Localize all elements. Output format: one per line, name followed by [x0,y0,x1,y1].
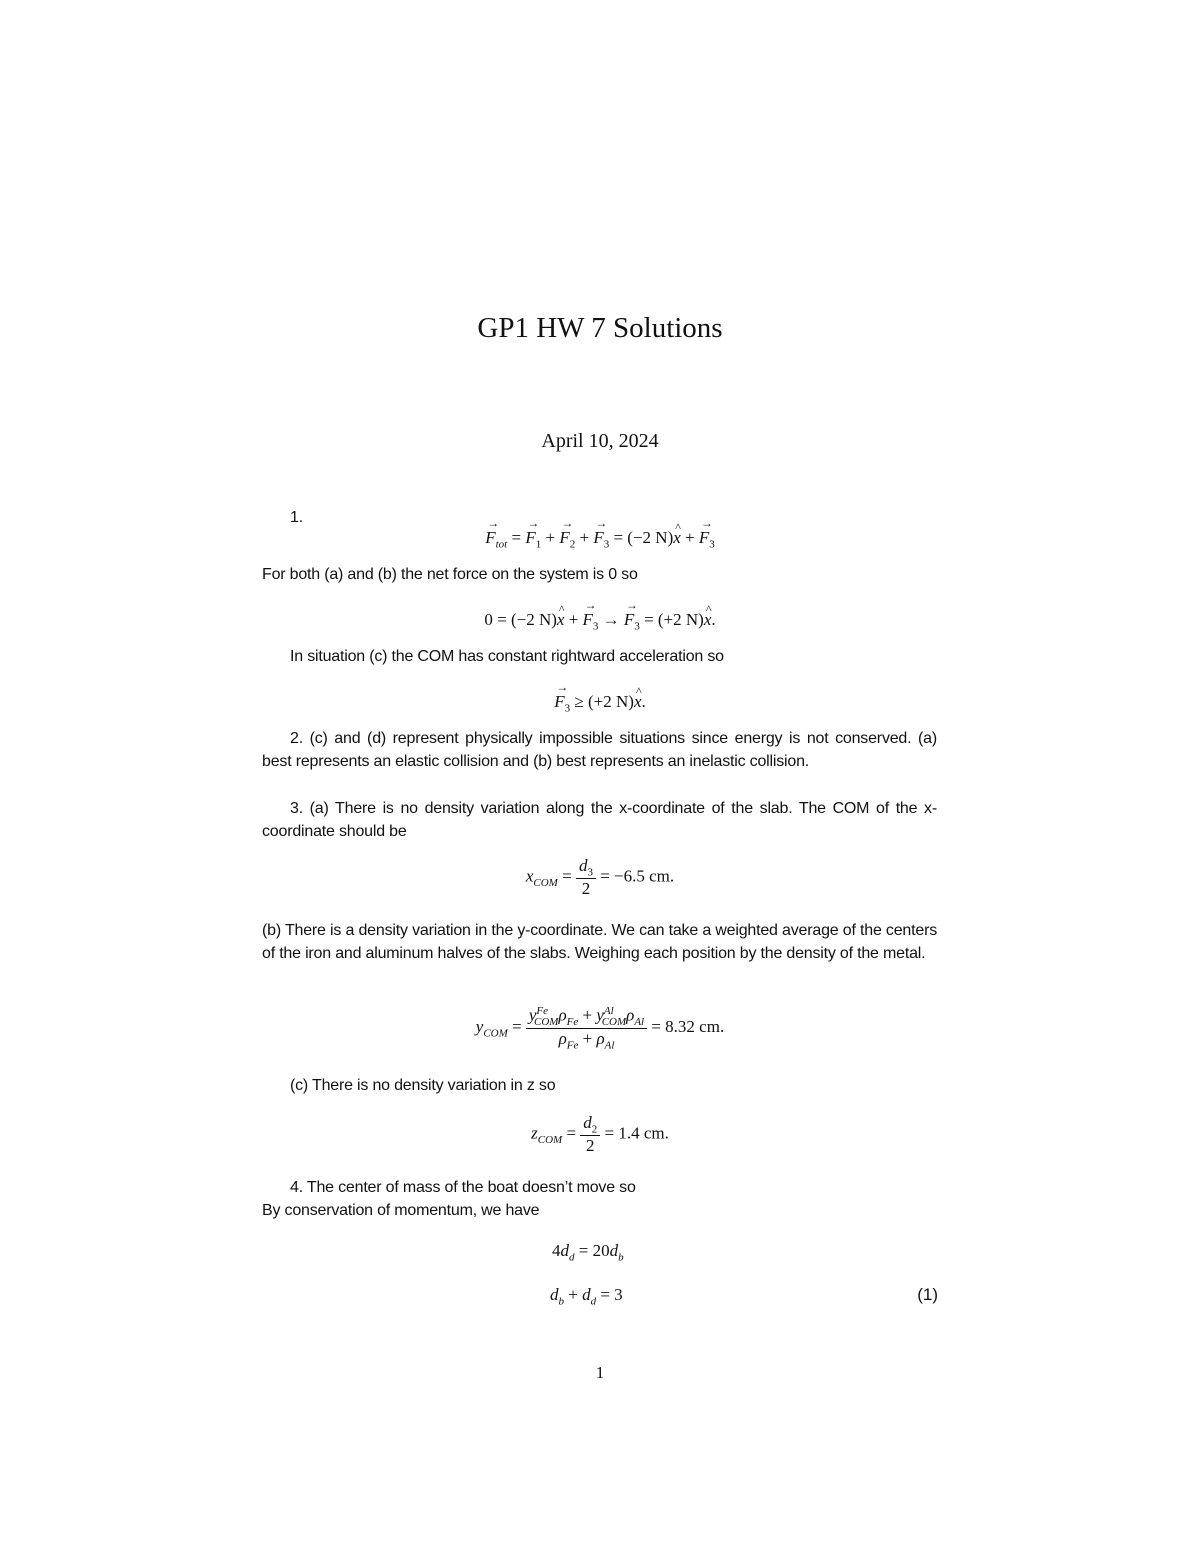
q3-equation-c: $z_{COM}$ = $\frac{d_2}{2}$ = 1.4 cm. [531,1113,669,1156]
q4-equation-2: $d_b + d_d = 3$ [550,1285,623,1308]
q1-text-2: In situation (c) the COM has constant rightward acceleration so [290,648,724,665]
document-title: GP1 HW 7 Solutions [477,312,723,344]
q3-text-c: (c) There is no density variation in z so [290,1077,556,1094]
q3-equation-a: $x_{COM}$ = $\frac{d_3}{2}$ = −6.5 cm. [525,856,675,899]
q1-equation-3: → $F_3 \ge (+2$ N)^ x. [0,692,1200,714]
document-date: April 10, 2024 [541,430,659,452]
q1-text-1: For both (a) and (b) the net force on the system is 0 so [262,566,638,583]
q4-text-1: 4. The center of mass of the boat doesn’t move so [290,1179,636,1196]
q4-equation-1: $4d_d = 20d_b$ [552,1241,624,1264]
q1-equation-2: 0 = (−2 N)^ x + → $F_3$ → → $F_3 = (+2$ N)^ x. [0,610,1200,632]
q3-text-b: (b) There is a density variation in the y-coordinate. We can take a weighted average of the centers of the iron and aluminum halves of the slabs. Weighing each position by the density of the metal. [262,922,937,962]
q4-text-2: By conservation of momentum, we have [262,1202,540,1219]
q3-text-a: 3. (a) There is no density variation along the x-coordinate of the slab. The COM of the x-coordinate should be [262,800,937,840]
q2-text: 2. (c) and (d) represent physically impossible situations since energy is not conserved. (a) best represents an elastic collision and (b) best represents an inelastic collision. [262,730,937,770]
q1-number: 1. [290,509,303,526]
page-number: 1 [595,1363,605,1382]
q3-equation-b: $y_{COM}$ = $\frac{y^{Fe}_{COM}\rho_{Fe} + y^{Al}_{COM}\rho_{Al}}{\rho_{Fe} + \rho_{Al}}$ = 8.32 cm. [475,1005,725,1052]
equation-number-label: (1) [917,1285,938,1304]
q1-equation-1: → $F_{tot}$ = → $F_1$ + → $F_2$ + → $F_3 = (-2$ N)^ x + → $F_3$ [0,528,1200,550]
